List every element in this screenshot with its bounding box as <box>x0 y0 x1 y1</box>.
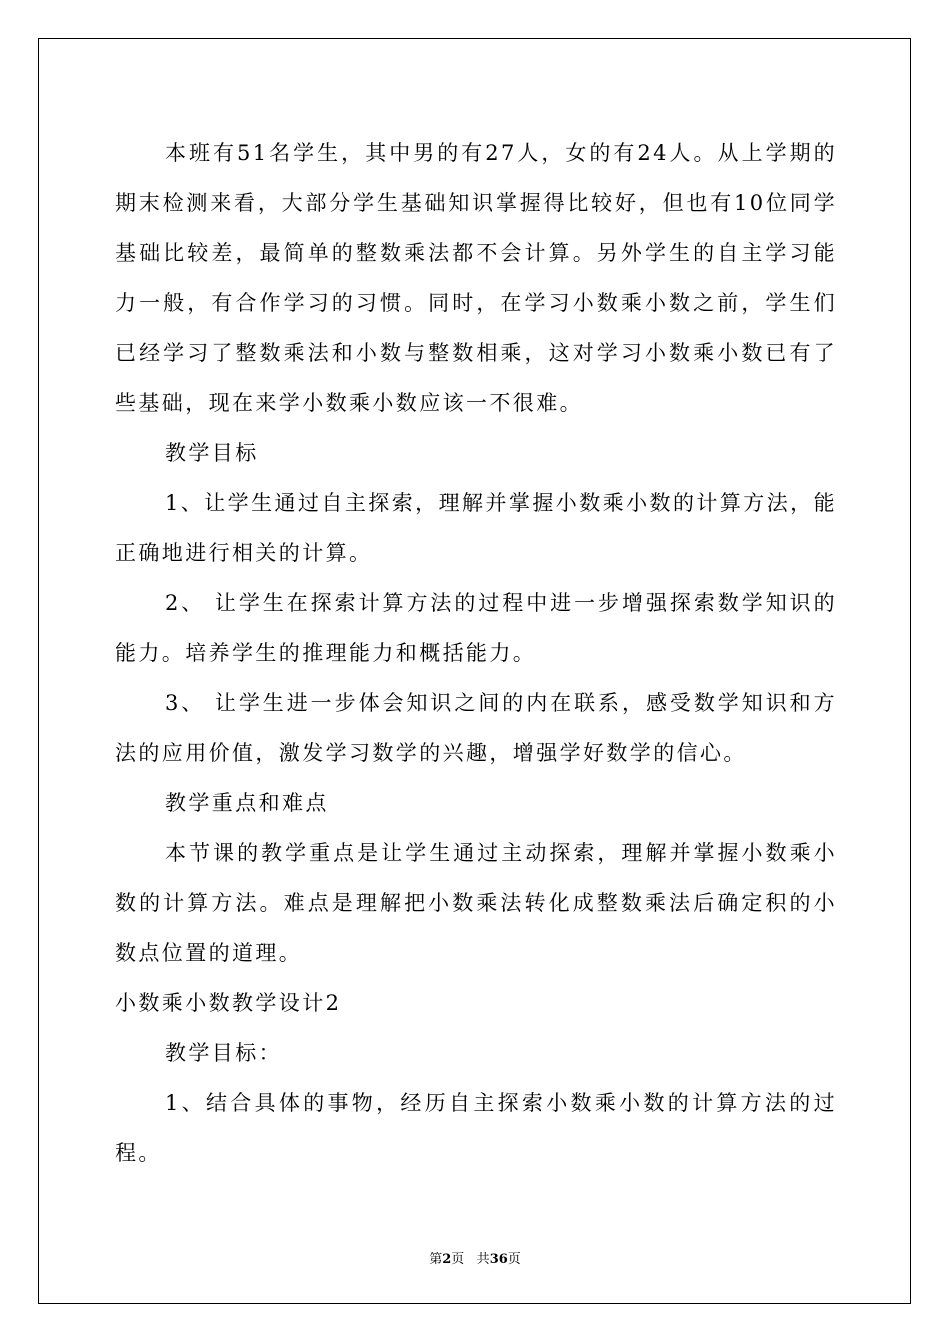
paragraph-goal-2: 2、 让学生在探索计算方法的过程中进一步增强探索数学知识的能力。培养学生的推理能力和概括能力。 <box>115 591 837 665</box>
footer-total-prefix: 共 <box>476 1252 490 1267</box>
heading-key-points: 教学重点和难点 <box>165 791 329 815</box>
section-title-design-2: 小数乘小数教学设计2 <box>115 991 342 1015</box>
footer-total-suffix: 页 <box>507 1252 521 1267</box>
footer-page-suffix: 页 <box>451 1252 465 1267</box>
paragraph-class-situation: 本班有51名学生，其中男的有27人，女的有24人。从上学期的期末检测来看，大部分学生基础知识掌握得比较好，但也有10位同学基础比较差，最简单的整数乘法都不会计算。另外学生的自主学习能力一般，有合作学习的习惯。同时，在学习小数乘小数之前，学生们已经学习了整数乘法和小数与整数相乘，这对学习小数乘小数已有了些基础，现在来学小数乘小数应该一不很难。 <box>115 141 837 415</box>
footer-page-number: 2 <box>442 1252 452 1267</box>
paragraph-goal-3: 3、 让学生进一步体会知识之间的内在联系，感受数学知识和方法的应用价值，激发学习数学的兴趣，增强学好数学的信心。 <box>115 691 837 765</box>
footer-total-pages: 36 <box>489 1252 508 1267</box>
paragraph-goal-2-1: 1、结合具体的事物，经历自主探索小数乘小数的计算方法的过程。 <box>115 1091 837 1165</box>
document-body <box>115 128 837 1178</box>
paragraph-key-points: 本节课的教学重点是让学生通过主动探索，理解并掌握小数乘小数的计算方法。难点是理解把小数乘法转化成整数乘法后确定积的小数点位置的道理。 <box>115 841 837 965</box>
paragraph-goal-1: 1、让学生通过自主探索，理解并掌握小数乘小数的计算方法，能正确地进行相关的计算。 <box>115 491 837 565</box>
heading-teaching-goals-2: 教学目标： <box>165 1041 282 1065</box>
footer-prefix: 第 <box>429 1252 443 1267</box>
heading-teaching-goals: 教学目标 <box>165 441 259 465</box>
page-footer <box>0 1248 950 1267</box>
